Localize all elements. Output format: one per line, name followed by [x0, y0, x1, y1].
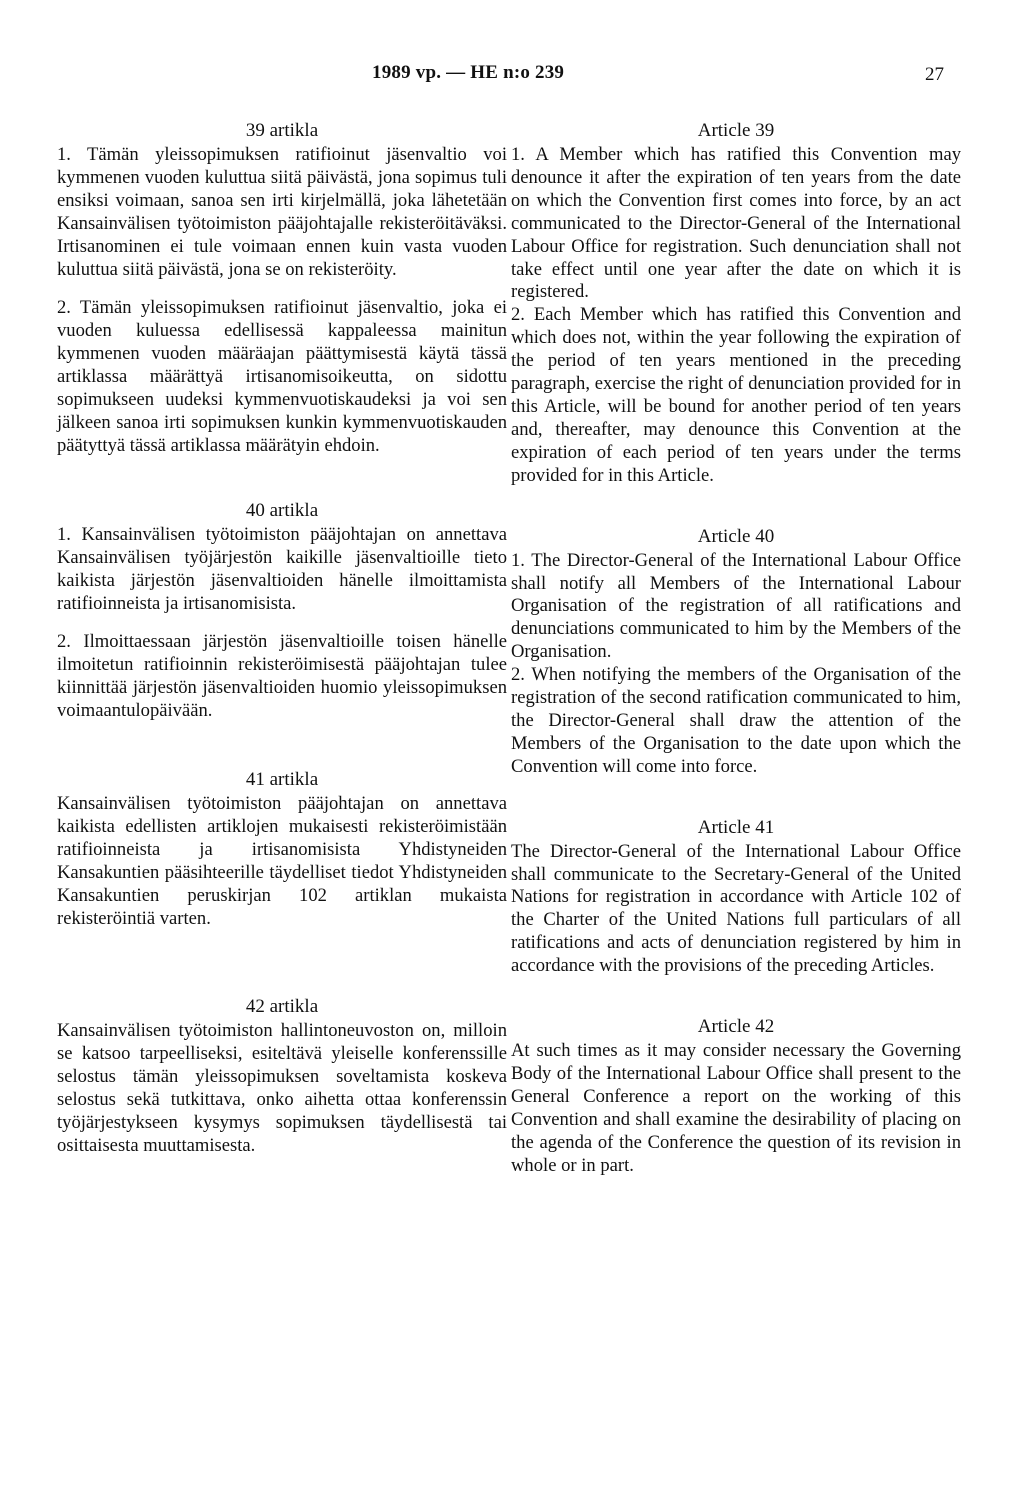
article-heading: Article 41 — [697, 816, 775, 838]
paragraph: The Director-General of the International Labour Office shall communicate to the Secretary-General of the United Nations for registration in accordance with Article 102 of the Charter of the United Nations full particulars of all ratifications and acts of denunciation registered by him in accordance with the provisions of the preceding Articles. — [511, 840, 961, 977]
paragraph: 2. Tämän yleissopimuksen ratifioinut jäsenvaltio, joka ei vuoden kuluessa edellisessä kappaleessa mainitun kymmenen vuoden määräajan päättymisestä käytä tässä artiklassa määrättyä irtisanomisoikeutta, on sidottu sopimukseen uudeksi kymmenvuotiskaudeksi ja voi sen jälkeen sanoa irti sopimuksen kunkin kymmenvuotiskauden päätyttyä tässä artiklassa määrätyin ehdoin. — [57, 297, 507, 456]
paragraph: 1. Tämän yleissopimuksen ratifioinut jäsenvaltio voi kymmenen vuoden kuluttua siitä päivästä, jona sopimus tuli ensiksi voimaan, sanoa sen irti kirjelmällä, joka lähetetään Kansainvälisen työtoimiston pääjohtajalle rekisteröitäväksi. Irtisanominen ei tule voimaan ennen kuin vasta vuoden kuluttua siitä päivästä, jona se on rekisteröity. — [57, 144, 507, 280]
paragraph: At such times as it may consider necessary the Governing Body of the International Labour Office shall present to the General Conference a report on the working of this Convention and shall examine the desirability of placing on the agenda of the Conference the question of its revision in whole or in part. — [511, 1040, 961, 1176]
article-heading: 40 artikla — [245, 499, 319, 521]
paragraph: Kansainvälisen työtoimiston pääjohtajan on annettava kaikista edellisten artiklojen mukaisesti rekisteröimistään ratifioinneista ja irtisanomisista Yhdistyneiden Kansakuntien pääsihteerille täydelliset tiedot Yhdistyneiden Kansakuntien peruskirjan 102 artiklan mukaista rekisteröintiä varten. — [57, 793, 507, 929]
article-heading: 42 artikla — [245, 996, 319, 1018]
article-heading: Article 42 — [697, 1016, 775, 1038]
article-heading: 41 artikla — [245, 769, 319, 791]
page-header — [0, 62, 1024, 92]
english-column — [511, 120, 961, 1216]
article-39-en — [511, 120, 961, 488]
paragraph: Kansainvälisen työtoimiston hallintoneuvoston on, milloin se katsoo tarpeelliseksi, esiteltävä yleiselle konferenssille selostus tämän yleissopimuksen soveltamista koskeva selostus sekä tutkittava, onko aihetta ottaa konferenssin työjärjestykseen kysymys sopimuksen täydellisestä tai osittaisesta muuttamisesta. — [57, 1020, 507, 1156]
document-reference: 1989 vp. — HE n:o 239 — [372, 62, 565, 83]
page-number: 27 — [925, 64, 944, 85]
article-40-en — [511, 526, 961, 779]
article-40-fi — [57, 500, 507, 723]
paragraph: 2. When notifying the members of the Organisation of the registration of the second ratification communicated to him, the Director-General shall draw the attention of the Members of the Organisation to the date upon which the Convention will come into force. — [511, 664, 961, 777]
paragraph: 1. The Director-General of the International Labour Office shall notify all Members of the International Labour Organisation of the registration of all ratifications and denunciations communicated to him by the Members of the Organisation. — [511, 549, 961, 663]
finnish-column — [57, 120, 507, 1196]
article-41-en — [511, 817, 961, 978]
article-42-en — [511, 1016, 961, 1177]
article-heading: 39 artikla — [245, 120, 319, 141]
article-39-fi — [57, 120, 507, 458]
paragraph: 2. Each Member which has ratified this Convention and which does not, within the year following the expiration of the period of ten years mentioned in the preceding paragraph, exercise the right of denunciation provided for in this Article, will be bound for another period of ten years and, thereafter, may denounce this Convention at the expiration of each period of ten years under the terms provided for in this Article. — [511, 304, 961, 486]
paragraph: 1. Kansainvälisen työtoimiston pääjohtajan on annettava Kansainvälisen työjärjestön kaikille jäsenvaltioille tieto kaikista järjestön jäsenvaltioiden hänelle ilmoittamista ratifioinneista ja irtisanomisista. — [57, 523, 507, 614]
article-42-fi — [57, 996, 507, 1157]
article-heading: Article 39 — [697, 120, 775, 141]
article-heading: Article 40 — [697, 525, 775, 547]
article-41-fi — [57, 769, 507, 930]
paragraph: 2. Ilmoittaessaan järjestön jäsenvaltioille toisen hänelle ilmoitetun ratifioinnin rekisteröimisestä pääjohtajan tulee kiinnittää järjestön jäsenvaltioiden huomio yleissopimuksen voimaantulopäivään. — [57, 631, 507, 722]
paragraph: 1. A Member which has ratified this Convention may denounce it after the expiration of ten years from the date on which the Convention first comes into force, by an act communicated to the Director-General of the International Labour Office for registration. Such denunciation shall not take effect until one year after the date on which it is registered. — [511, 144, 961, 303]
